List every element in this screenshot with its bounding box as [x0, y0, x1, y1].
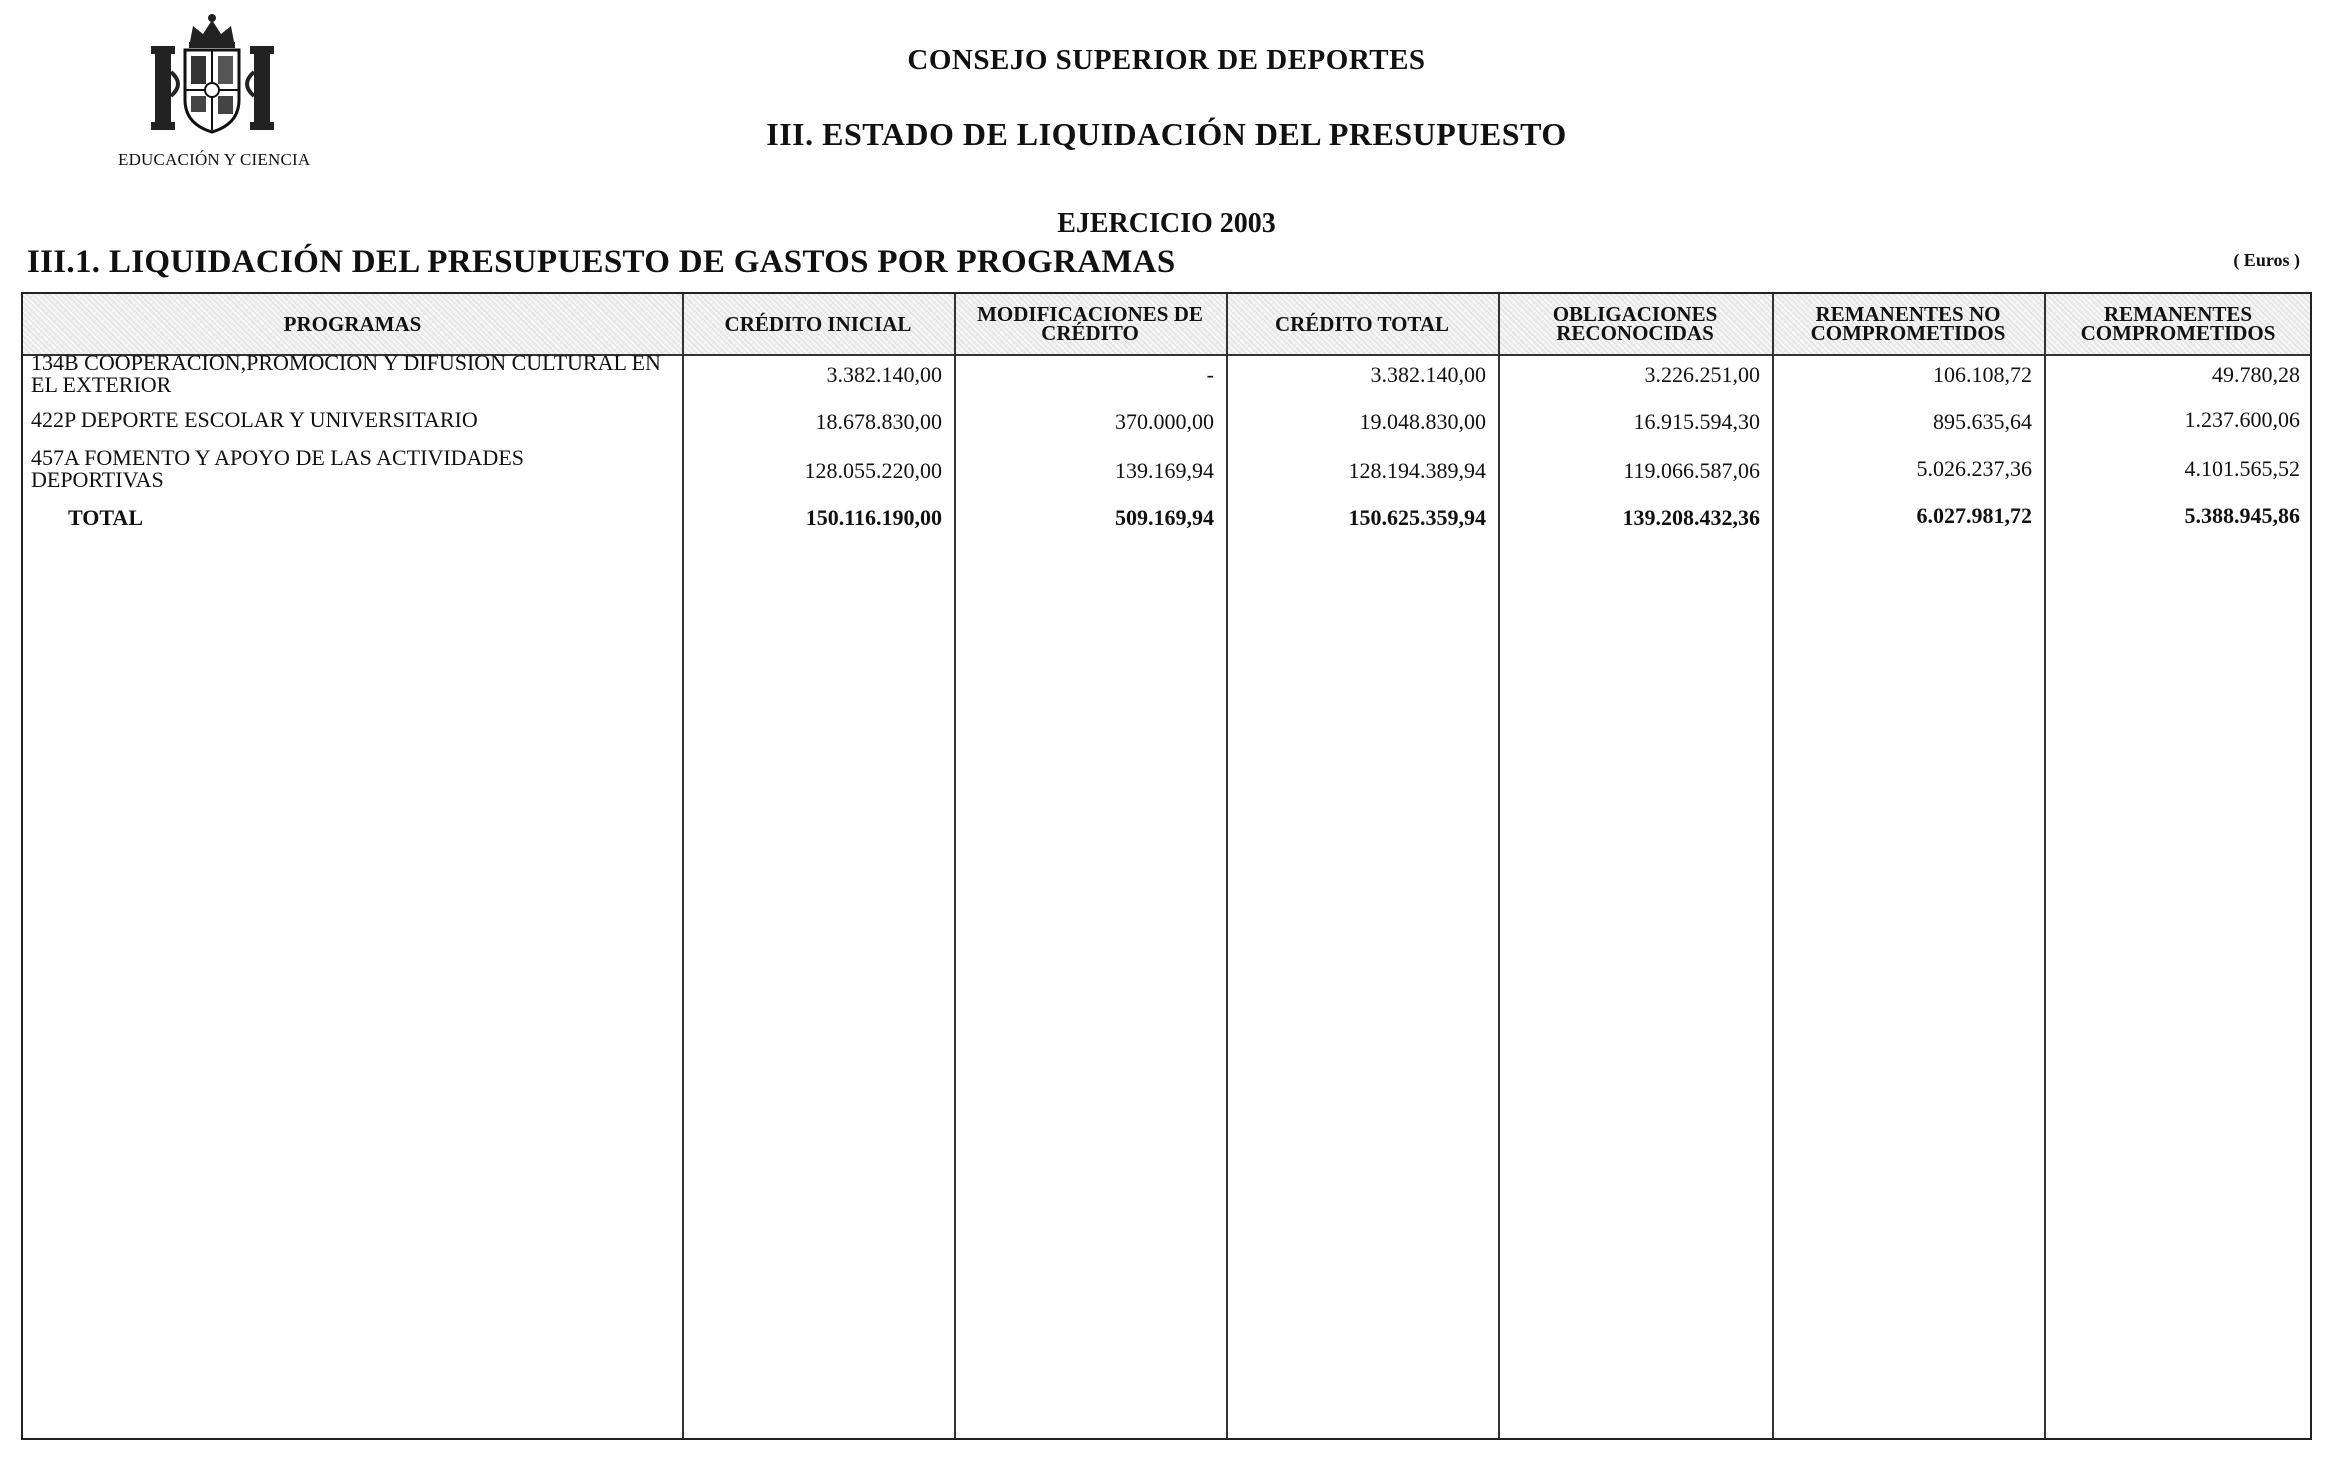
row-obligaciones: 3.226.251,00 — [1644, 362, 1760, 387]
row-credito-total: 128.194.389,94 — [1348, 458, 1486, 483]
budget-table — [21, 292, 2312, 1440]
row-programa: 422P DEPORTE ESCOLAR Y UNIVERSITARIO — [31, 407, 478, 432]
row-modificaciones: 139.169,94 — [1115, 458, 1214, 483]
total-credito-total: 150.625.359,94 — [1348, 505, 1486, 530]
total-modificaciones: 509.169,94 — [1115, 505, 1214, 530]
total-remanentes-no-comprometidos: 6.027.981,72 — [1916, 503, 2032, 528]
row-remanentes-no-comprometidos: 895.635,64 — [1933, 409, 2032, 434]
row-remanentes-no-comprometidos: 5.026.237,36 — [1916, 456, 2032, 481]
col-header-remanentes-comprometidos: REMANENTES COMPROMETIDOS — [2080, 302, 2276, 345]
ministry-label: EDUCACIÓN Y CIENCIA — [118, 150, 311, 169]
col-header-programas: PROGRAMAS — [283, 311, 422, 336]
row-credito-inicial: 3.382.140,00 — [826, 362, 942, 387]
row-credito-total: 3.382.140,00 — [1370, 362, 1486, 387]
row-modificaciones: 370.000,00 — [1115, 409, 1214, 434]
row-obligaciones: 16.915.594,30 — [1633, 409, 1760, 434]
section-title: III.1. LIQUIDACIÓN DEL PRESUPUESTO DE GASTOS POR PROGRAMAS — [27, 244, 1176, 280]
row-programa: 134B COOPERACION,PROMOCION Y DIFUSION CULTURAL EN EL EXTERIOR — [31, 350, 661, 397]
fiscal-year: EJERCICIO 2003 — [1057, 208, 1276, 239]
row-credito-inicial: 18.678.830,00 — [815, 409, 942, 434]
row-modificaciones: - — [1206, 362, 1214, 387]
row-remanentes-comprometidos: 1.237.600,06 — [2184, 407, 2300, 432]
row-programa: 457A FOMENTO Y APOYO DE LAS ACTIVIDADES DEPORTIVAS — [31, 445, 524, 492]
total-obligaciones: 139.208.432,36 — [1622, 505, 1760, 530]
col-header-modificaciones: MODIFICACIONES DE CRÉDITO — [977, 302, 1203, 345]
row-credito-total: 19.048.830,00 — [1359, 409, 1486, 434]
organization-title: CONSEJO SUPERIOR DE DEPORTES — [907, 44, 1426, 76]
total-remanentes-comprometidos: 5.388.945,86 — [2184, 503, 2300, 528]
total-label: TOTAL — [68, 505, 143, 530]
total-credito-inicial: 150.116.190,00 — [805, 505, 942, 530]
col-header-remanentes-no-comprometidos: REMANENTES NO COMPROMETIDOS — [1810, 302, 2006, 345]
row-remanentes-comprometidos: 49.780,28 — [2212, 362, 2300, 387]
row-remanentes-comprometidos: 4.101.565,52 — [2184, 456, 2300, 481]
col-header-obligaciones: OBLIGACIONES RECONOCIDAS — [1552, 302, 1718, 345]
document-title: III. ESTADO DE LIQUIDACIÓN DEL PRESUPUESTO — [766, 116, 1567, 152]
row-credito-inicial: 128.055.220,00 — [804, 458, 942, 483]
units-label: ( Euros ) — [2233, 250, 2300, 270]
row-obligaciones: 119.066.587,06 — [1623, 458, 1760, 483]
row-remanentes-no-comprometidos: 106.108,72 — [1933, 362, 2032, 387]
col-header-credito-inicial: CRÉDITO INICIAL — [724, 311, 912, 336]
col-header-credito-total: CRÉDITO TOTAL — [1274, 311, 1450, 336]
